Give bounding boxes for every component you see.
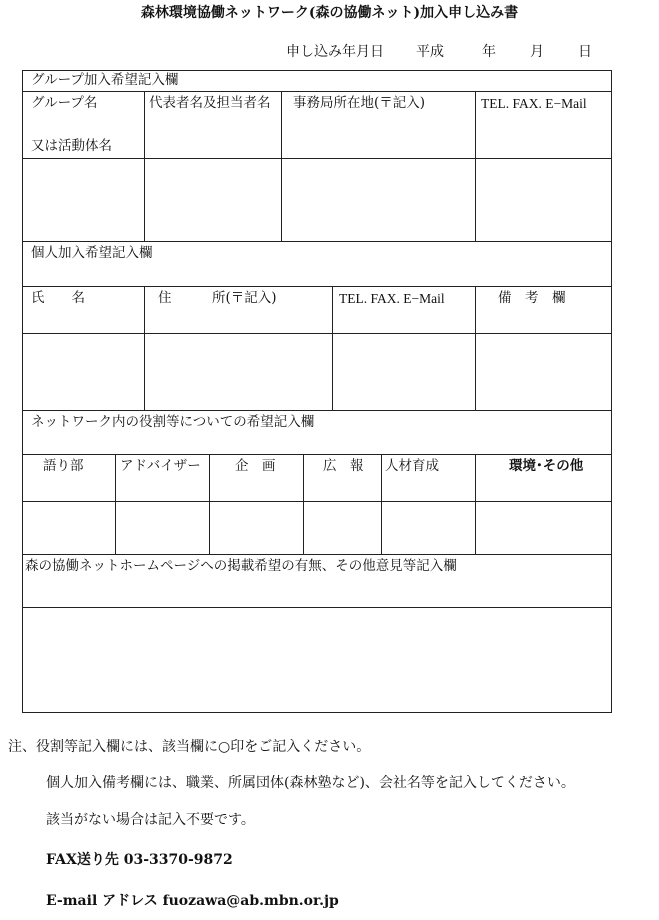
column-divider (475, 286, 476, 410)
activity-name-header: 又は活動体名 (31, 138, 112, 154)
column-divider (281, 91, 282, 241)
email-address-line (46, 890, 339, 910)
row-divider (23, 501, 611, 502)
row-divider (23, 286, 611, 287)
column-divider (144, 91, 145, 241)
email-label: E-mail アドレス (46, 893, 158, 909)
remarks-header: 備 考 欄 (498, 290, 566, 306)
environment-other-header: 環境･その他 (509, 458, 584, 474)
note-role-instruction: 注、役割等記入欄には、該当欄に○印をご記入ください。 (8, 739, 371, 755)
group-contact-header: TEL. FAX. E−Mail (481, 96, 587, 111)
group-section-heading: グループ加入希望記入欄 (31, 72, 179, 88)
form-title: 森林環境協働ネットワーク(森の協働ネット)加入申し込み書 (140, 5, 519, 21)
column-divider (303, 454, 304, 554)
column-divider (115, 454, 116, 554)
row-divider (23, 454, 611, 455)
email-value: fuozawa@ab.mbn.or.jp (162, 893, 339, 909)
representative-header: 代表者名及担当者名 (149, 95, 271, 111)
month-label: 月 (530, 44, 544, 60)
fax-number: FAX送り先 03-3370-9872 (46, 852, 233, 868)
individual-address-header: 住 所(〒記入) (158, 290, 277, 306)
row-divider (23, 158, 611, 159)
individual-name-header: 氏 名 (31, 290, 85, 306)
homepage-section-heading: 森の協働ネットホームページへの掲載希望の有無、その他意見等記入欄 (25, 558, 457, 574)
era-label: 平成 (416, 44, 444, 60)
storyteller-header: 語り部 (43, 458, 84, 474)
section-divider (23, 241, 611, 242)
row-divider (23, 607, 611, 608)
column-divider (475, 454, 476, 554)
column-divider (144, 286, 145, 410)
note-not-required: 該当がない場合は記入不要です。 (46, 812, 255, 828)
individual-section-heading: 個人加入希望記入欄 (31, 245, 153, 261)
section-divider (23, 554, 611, 555)
adviser-header: アドバイザー (120, 458, 201, 474)
section-divider (23, 410, 611, 411)
note-remarks-instruction: 個人加入備考欄には、職業、所属団体(森林塾など)、会社名等を記入してください。 (46, 775, 575, 791)
column-divider (332, 286, 333, 410)
planning-header: 企 画 (235, 458, 276, 474)
column-divider (475, 91, 476, 241)
office-address-header: 事務局所在地(〒記入) (293, 95, 426, 111)
application-form-table (22, 70, 612, 713)
pr-header: 広 報 (323, 458, 364, 474)
group-name-header: グループ名 (31, 95, 98, 111)
role-section-heading: ネットワーク内の役割等についての希望記入欄 (31, 414, 315, 430)
training-header: 人材育成 (385, 458, 439, 474)
row-divider (23, 333, 611, 334)
year-label: 年 (482, 44, 496, 60)
date-label: 申し込み年月日 (286, 44, 384, 60)
row-divider (23, 91, 611, 92)
column-divider (381, 454, 382, 554)
individual-contact-header: TEL. FAX. E−Mail (339, 291, 445, 306)
column-divider (209, 454, 210, 554)
day-label: 日 (578, 44, 592, 60)
